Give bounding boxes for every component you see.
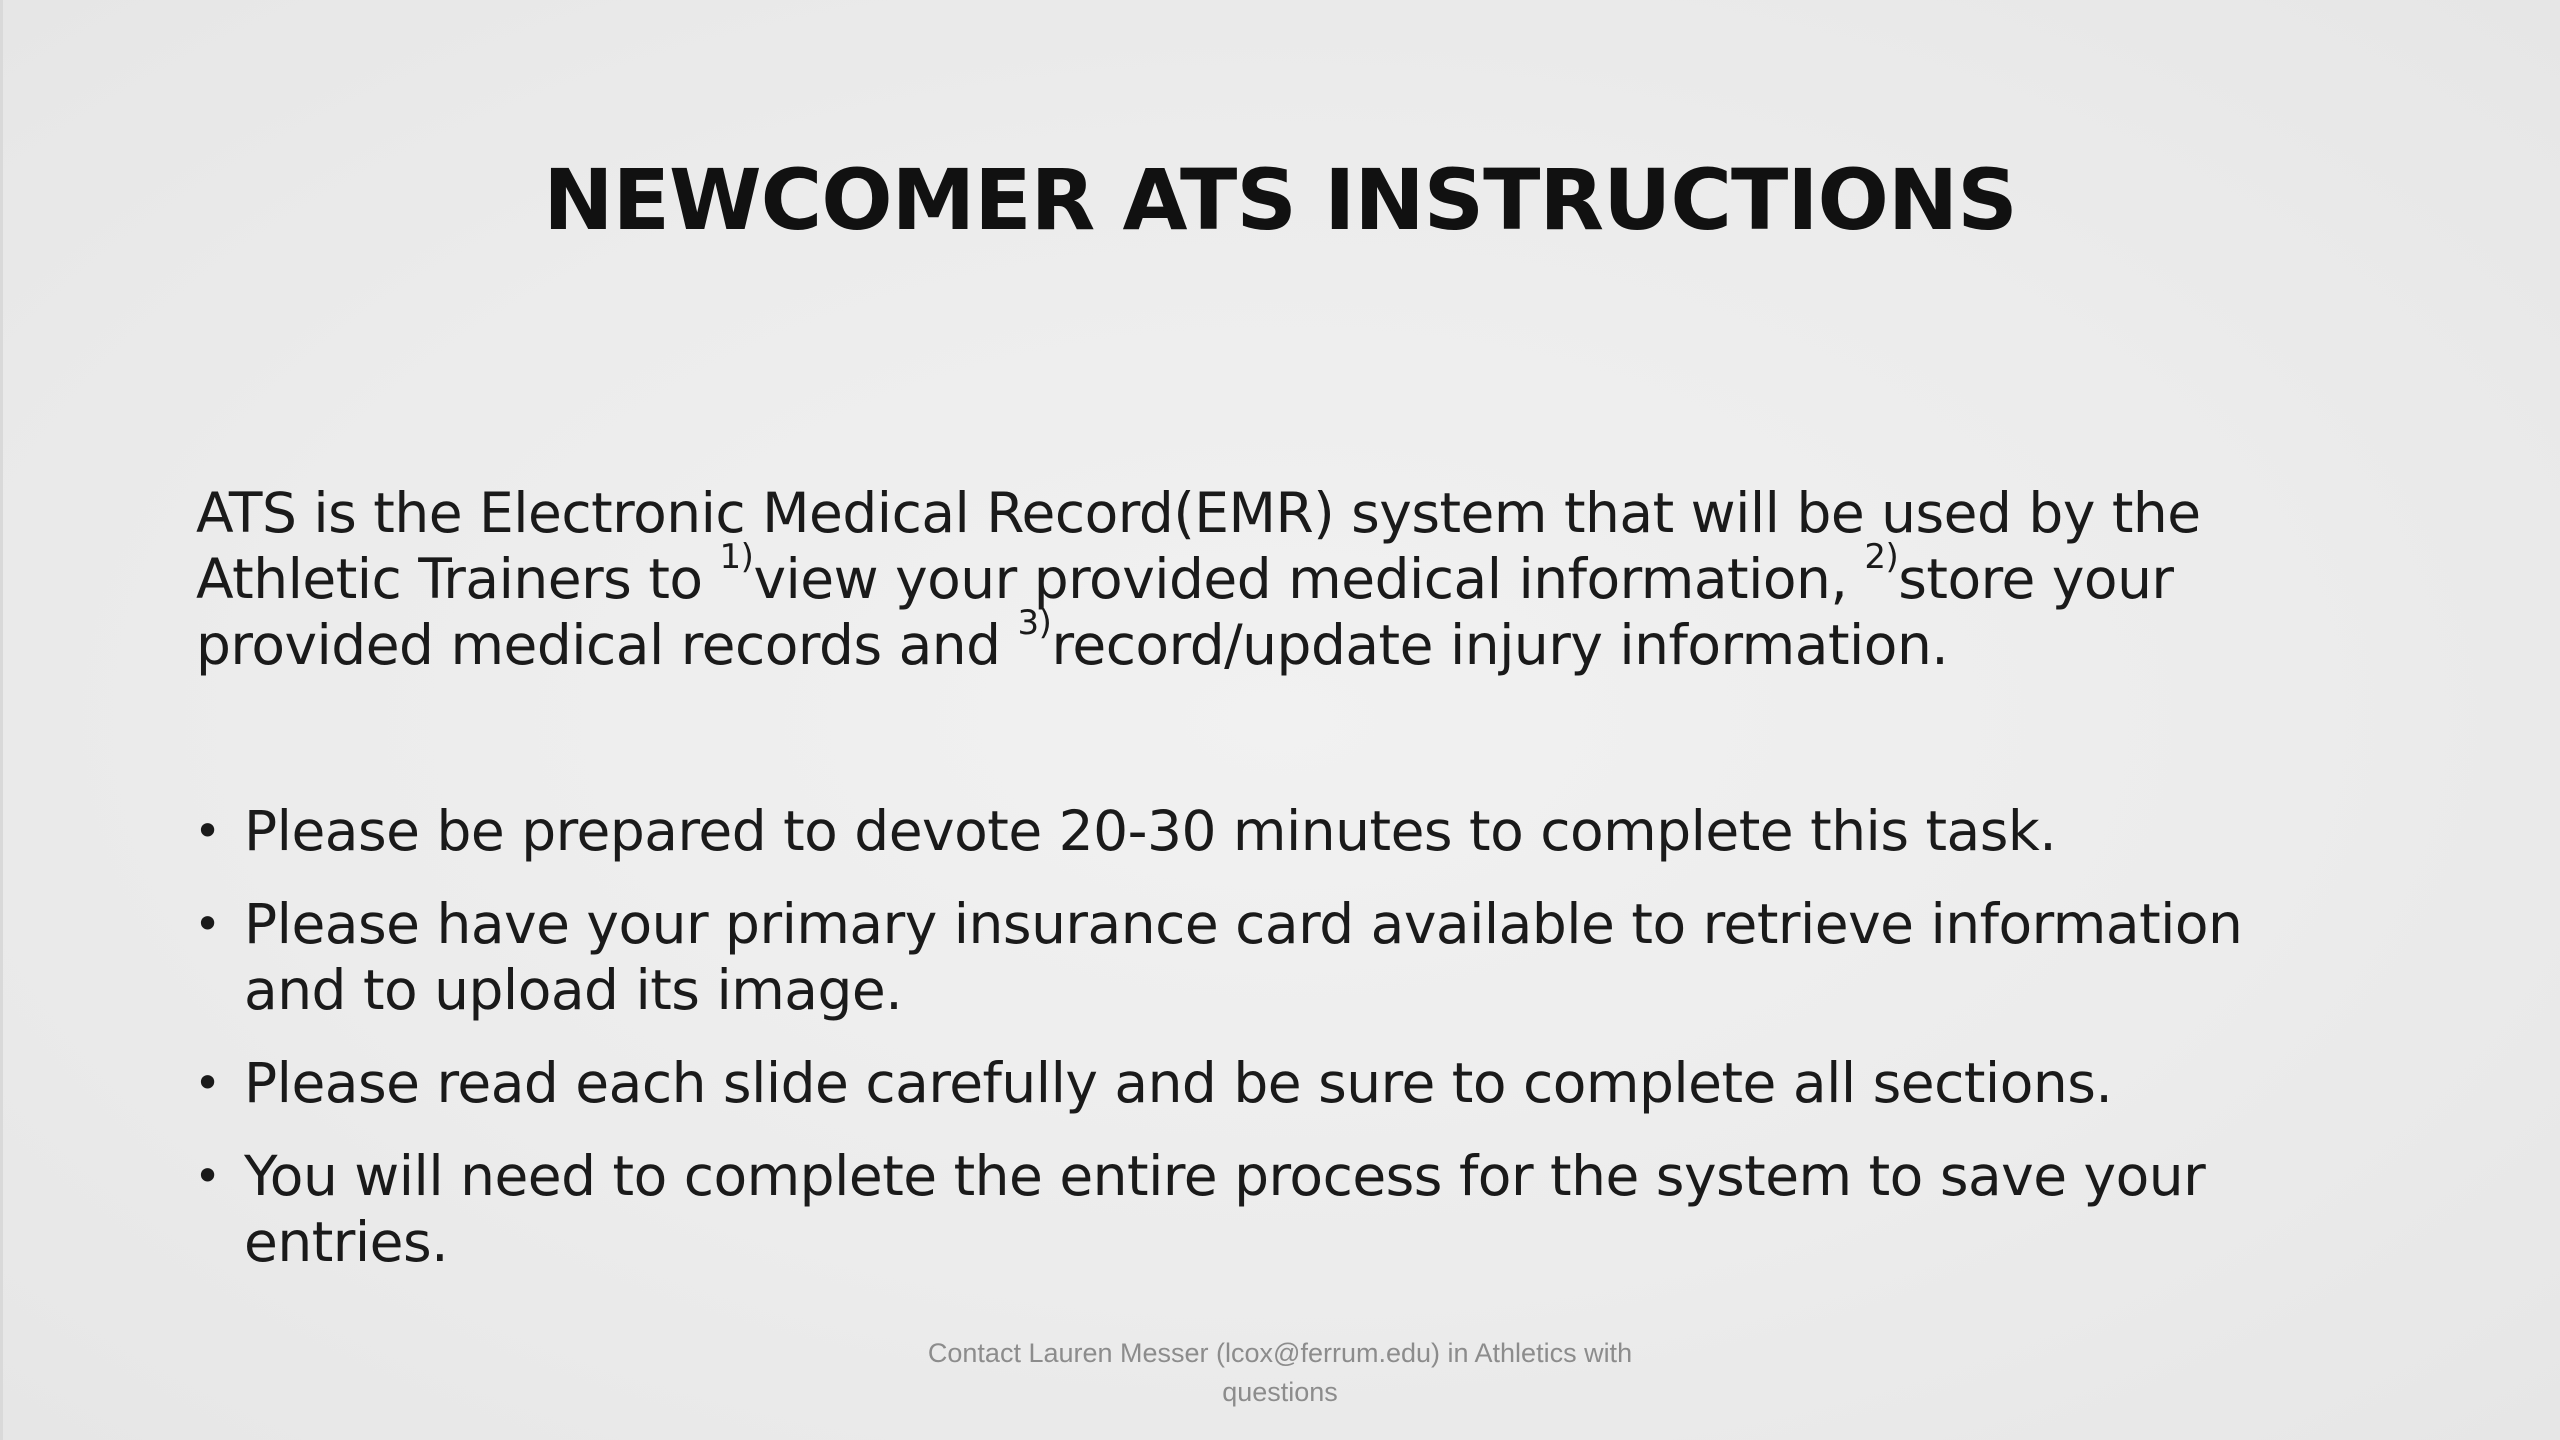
list-item-text: Please have your primary insurance card available to retrieve information and to upload its image. [244, 892, 2243, 1022]
list-item-text: Please read each slide carefully and be sure to complete all sections. [244, 1051, 2113, 1115]
list-item [190, 798, 2350, 864]
intro-marker-1: 1) [719, 537, 754, 577]
instruction-list [190, 798, 2350, 1302]
intro-text-2: view your provided medical information, [753, 547, 1865, 611]
slide-footer: Contact Lauren Messer (lcox@ferrum.edu) in Athletics with questions [927, 1338, 1633, 1407]
intro-text-1: ATS is the Electronic Medical Record(EMR) system that will be used by the Athletic Trainers to [196, 481, 2201, 611]
intro-marker-3: 3) [1017, 603, 1052, 643]
list-item [190, 891, 2350, 1023]
bullet-icon: • [194, 804, 221, 858]
list-item [190, 1143, 2350, 1275]
list-item-text: You will need to complete the entire process for the system to save your entries. [244, 1144, 2206, 1274]
bullet-icon: • [194, 1056, 221, 1110]
bullet-icon: • [194, 897, 221, 951]
bullet-icon: • [194, 1149, 221, 1203]
slide-title: NEWCOMER ATS INSTRUCTIONS [543, 151, 2017, 249]
intro-text-4: record/update injury information. [1051, 613, 1949, 677]
intro-marker-2: 2) [1864, 537, 1899, 577]
list-item [190, 1050, 2350, 1116]
intro-paragraph [196, 480, 2336, 678]
list-item-text: Please be prepared to devote 20-30 minutes to complete this task. [244, 799, 2057, 863]
intro-text-3: store your provided medical records and [196, 547, 2174, 677]
